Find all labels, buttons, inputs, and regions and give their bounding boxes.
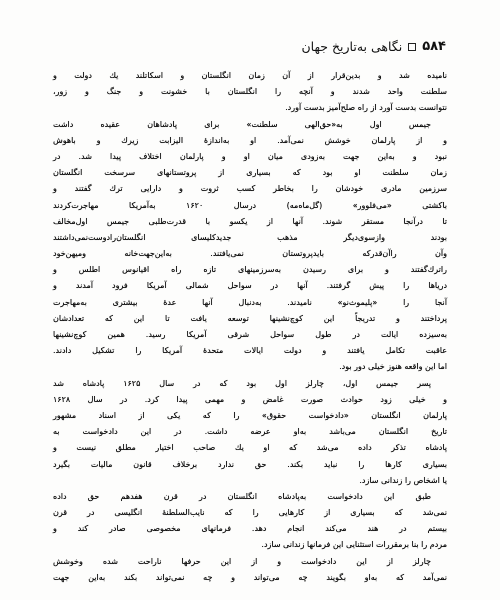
text-body (53, 68, 447, 586)
square-icon (408, 43, 416, 51)
text-line (53, 117, 447, 133)
text-line (53, 262, 447, 278)
page-number: ۵۸۴ (422, 39, 446, 54)
text-line (53, 68, 447, 84)
text-line-content: سرزمین مادری خودشان را بخاطر کسب ثروت و دارایی ترك گفتند و (53, 184, 447, 194)
text-line-content: نبود و به‌این جهت به‌زودی میان او و پارلمان اختلاف پیدا شد. در (53, 151, 447, 161)
text-line-content: تا درآنجا مستقر شوند. آنها از یکسو با قدرت‌طلبی جیمس اول‌مخالف (53, 216, 447, 226)
paragraph (53, 554, 447, 586)
text-line-content: تاریخ انگلستان می‌باشد به‌او عرضه داشت. در این دادخواست به‌ (53, 427, 447, 437)
text-line-content: نتوانست بدست آورد از راه صلح‌آمیز بدست آورد. (285, 103, 447, 113)
text-line (53, 149, 447, 165)
text-line-content: نمی‌آمد که به‌او بگویند چه می‌تواند و چه نمی‌تواند بکند به‌این جهت (53, 572, 447, 582)
paragraph (53, 376, 447, 489)
text-line-content: و از پارلمان خوشش نمی‌آمد. او به‌اندازهٔ الیزابت زیرك و باهوش (53, 135, 447, 145)
text-line (53, 505, 447, 521)
text-line-content: نمی‌شد که بسیاری از کارهایی را که نایب‌السلطنهٔ انگلیسی در قرن (53, 508, 447, 518)
paragraph (53, 489, 447, 554)
text-line (53, 392, 447, 408)
text-line-content: اما این واقعه هنوز خیلی دور بود. (339, 362, 447, 372)
paragraph (53, 117, 447, 376)
page-header (302, 39, 447, 55)
text-line-content: به‌سیزده ایالت در طول سواحل شرقی آمریکا رسید. همین کوچ‌نشینها (53, 330, 447, 339)
text-line-content: آنجا را «پلیموث‌نو» نامیدند. به‌دنبال آنها عدهٔ بیشتری به‌مهاجرت (53, 297, 447, 307)
text-line (53, 230, 447, 246)
text-line-content: سلطنت واحد شدند و آنچه را انگلستان با خشونت و جنگ و زور، (53, 87, 447, 97)
text-line-content: نامیده شد و بدین‌قرار از آن زمان انگلستان و اسکاتلند یك دولت و (53, 71, 447, 80)
text-line-content: یا اشخاص را زندانی سازد. (359, 475, 447, 485)
text-line (53, 214, 447, 230)
text-line-content: پارلمان انگلستان «دادخواست حقوق» را که یکی از اسناد مشهور (53, 410, 447, 420)
text-line (53, 537, 447, 553)
text-line (53, 278, 447, 294)
text-line-content: باکشتی «می‌فلوور» (گل‌ماه‌مه) درسال ۱۶۲۰ به‌آمریکا مهاجرت‌کردند (53, 200, 447, 210)
text-line-content: پادشاه تذکر داده می‌شد که او یك صاحب اختیار مطلق نیست و (53, 443, 447, 453)
text-line-content: وآن راآن‌قدرکه بایدپروتستان نمی‌یافتند. به‌این‌جهت‌خانه ومیهن‌خود (53, 249, 447, 259)
running-title: نگاهی به‌تاریخ جهان (301, 39, 403, 54)
text-line (53, 181, 447, 197)
text-line (53, 521, 447, 537)
text-line-content: پرداختند و تدریجاً این کوچ‌نشینها توسعه یافت تا این که تعدادشان (53, 313, 447, 323)
text-line (53, 408, 447, 424)
text-line (53, 327, 447, 343)
text-line (53, 376, 447, 392)
text-line (53, 311, 447, 327)
paragraph (53, 68, 447, 117)
text-line-content: پسر جیمس اول، چارلز اول بود که در سال ۱۶۲۵ پادشاه شد (53, 378, 432, 388)
text-line (53, 84, 447, 100)
text-line (53, 198, 447, 214)
text-line (53, 457, 447, 473)
text-line (53, 165, 447, 181)
text-line-content: مردم را بنا برمقررات استثنایی این فرمانها زندانی سازد. (261, 540, 447, 550)
text-line (53, 570, 447, 586)
text-line (53, 473, 447, 489)
text-line (53, 295, 447, 311)
text-line (53, 440, 447, 456)
text-line (53, 489, 447, 505)
text-line-content: بودند وازسوی‌دیگر مذهب جدیدکلیسای انگلستان‌رادوست‌نمی‌داشتند (53, 232, 447, 242)
text-line (53, 343, 447, 359)
text-line-content: جیمس اول به«حق‌الهی سلطنت» برای پادشاهان عقیده داشت (53, 119, 431, 129)
text-line-content: راترك‌گفتند و برای رسیدن به‌سرزمینهای تازه راه اقیانوس اطلس و (53, 265, 447, 275)
text-line (53, 554, 447, 570)
text-line-content: و خیلی زود حوادث صورت غامض و مهمی پیدا کرد. در سال ۱۶۲۸ (53, 394, 447, 404)
text-line (53, 246, 447, 262)
text-line (53, 133, 447, 149)
text-line (53, 359, 447, 375)
text-line-content: زمان سلطنت او بود که بسیاری از پروتستانهای سرسخت انگلستان (53, 168, 447, 178)
text-line-content: بسیاری کارها را نباید بکند. حق ندارد برخلاف قانون مالیات بگیرد (53, 459, 447, 469)
text-line-content: چارلز از این دادخواست و از این حرفها ناراحت شده وخوشش (53, 556, 431, 566)
text-line (53, 424, 447, 440)
text-line-content: عاقبت تکامل یافتند و دولت ایالات متحدهٔ آمریکا را تشکیل دادند. (53, 346, 447, 356)
text-line (53, 100, 447, 116)
text-line-content: بیستم در هند می‌کند انجام دهد. فرمانهای مخصوصی صادر کند و (53, 524, 447, 534)
text-line-content: دریاها را پیش گرفتند. آنها در سواحل شمالی آمریکا فرود آمدند و (53, 281, 447, 291)
text-line-content: طبق این دادخواست به‌پادشاه انگلستان در قرن هفدهم حق داده (53, 491, 431, 501)
